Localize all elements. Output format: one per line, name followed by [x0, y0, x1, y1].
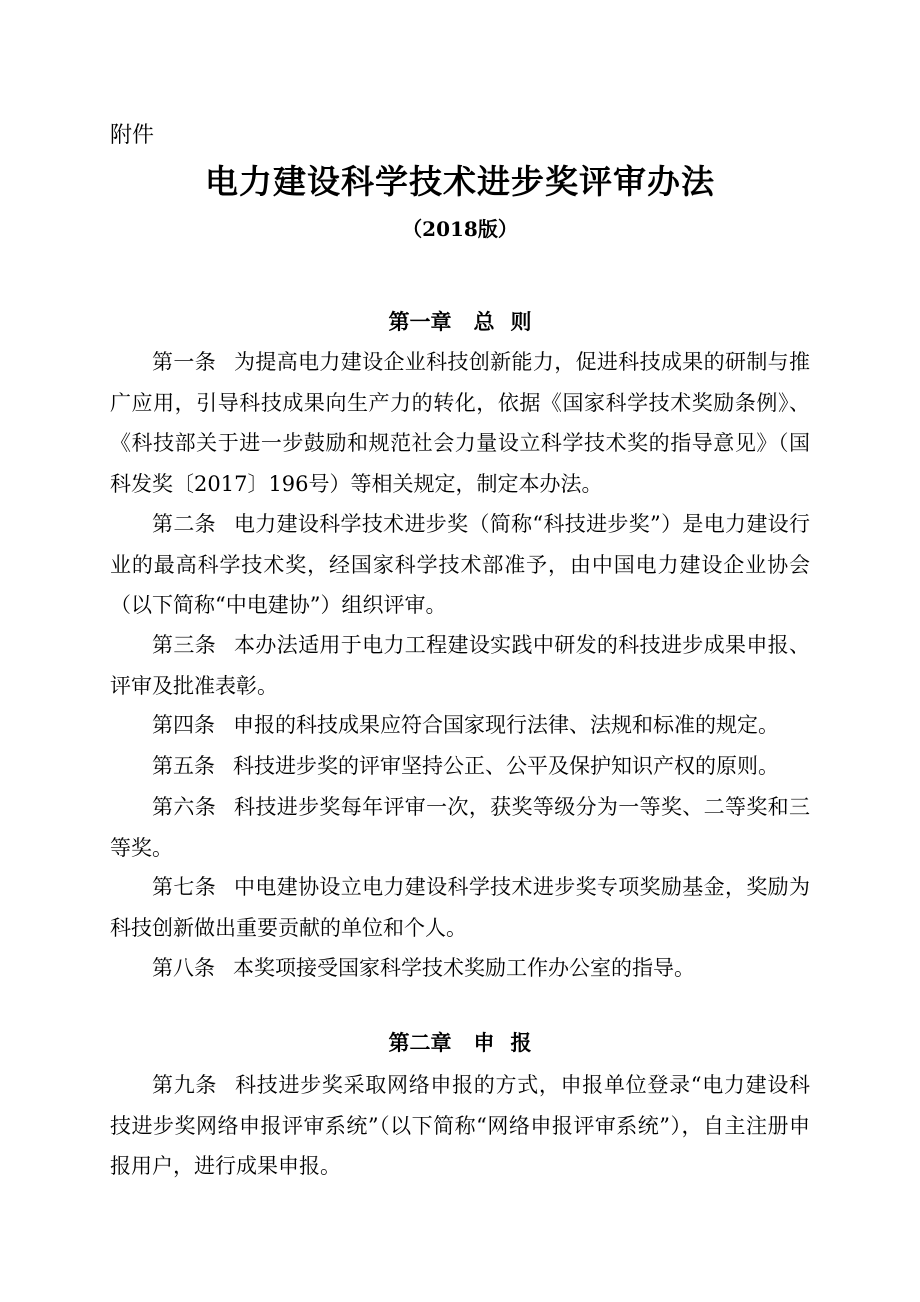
document-title: 电力建设科学技术进步奖评审办法 [205, 162, 715, 201]
article-number: 第六条 [152, 795, 217, 819]
article-5 [110, 746, 810, 787]
article-7 [110, 867, 810, 948]
article-8 [110, 948, 810, 989]
chapter-name-part: 申 [473, 1031, 495, 1055]
article-text: 本奖项接受国家科学技术奖励工作办公室的指导。 [233, 956, 695, 980]
article-number: 第三条 [152, 633, 217, 657]
article-number: 第七条 [152, 875, 217, 899]
article-number: 第五条 [152, 754, 215, 778]
article-number: 第一条 [152, 350, 217, 374]
chapter-2-heading [0, 1025, 920, 1061]
article-text: 为提高电力建设企业科技创新能力，促进科技成果的研制与推广应用，引导科技成果向生产力的转化，依据《国家科学技术奖励条例》、《科技部关于进一步鼓励和规范社会力量设立科学技术奖的指导意见》（国科发奖〔2017〕196号）等相关规定，制定本办法。 [110, 350, 811, 496]
article-text: 电力建设科学技术进步奖（简称“科技进步奖”）是电力建设行业的最高科学技术奖，经国家科学技术部准予，由中国电力建设企业协会（以下简称“中电建协”）组织评审。 [110, 512, 810, 617]
article-2 [110, 504, 810, 626]
article-number: 第九条 [152, 1073, 218, 1097]
article-text: 申报的科技成果应符合国家现行法律、法规和标准的规定。 [233, 713, 779, 737]
article-text: 中电建协设立电力建设科学技术进步奖专项奖励基金，奖励为科技创新做出重要贡献的单位和个人。 [110, 875, 811, 940]
article-text: 本办法适用于电力工程建设实践中研发的科技进步成果申报、评审及批准表彰。 [110, 633, 811, 698]
chapter-1-heading [0, 304, 920, 340]
article-3 [110, 625, 810, 706]
article-number: 第八条 [152, 956, 215, 980]
article-number: 第二条 [152, 512, 216, 536]
article-4 [110, 705, 810, 746]
chapter-number: 第一章 [388, 310, 452, 334]
document-version: （2018版） [402, 217, 518, 241]
article-1 [110, 342, 810, 504]
article-6 [110, 787, 810, 868]
chapter-name-part: 总 [473, 310, 495, 334]
chapter-name-part: 则 [510, 310, 532, 334]
chapter-number: 第二章 [388, 1031, 452, 1055]
attachment-label: 附件 [110, 123, 155, 148]
article-text: 科技进步奖采取网络申报的方式，申报单位登录“电力建设科技进步奖网络申报评审系统”（以下简称“网络申报评审系统”），自主注册申报用户，进行成果申报。 [110, 1073, 811, 1178]
article-9 [110, 1065, 810, 1187]
chapter-name-part: 报 [510, 1031, 532, 1055]
article-text: 科技进步奖每年评审一次，获奖等级分为一等奖、二等奖和三等奖。 [110, 795, 811, 860]
article-text: 科技进步奖的评审坚持公正、公平及保护知识产权的原则。 [233, 754, 779, 778]
article-number: 第四条 [152, 713, 215, 737]
